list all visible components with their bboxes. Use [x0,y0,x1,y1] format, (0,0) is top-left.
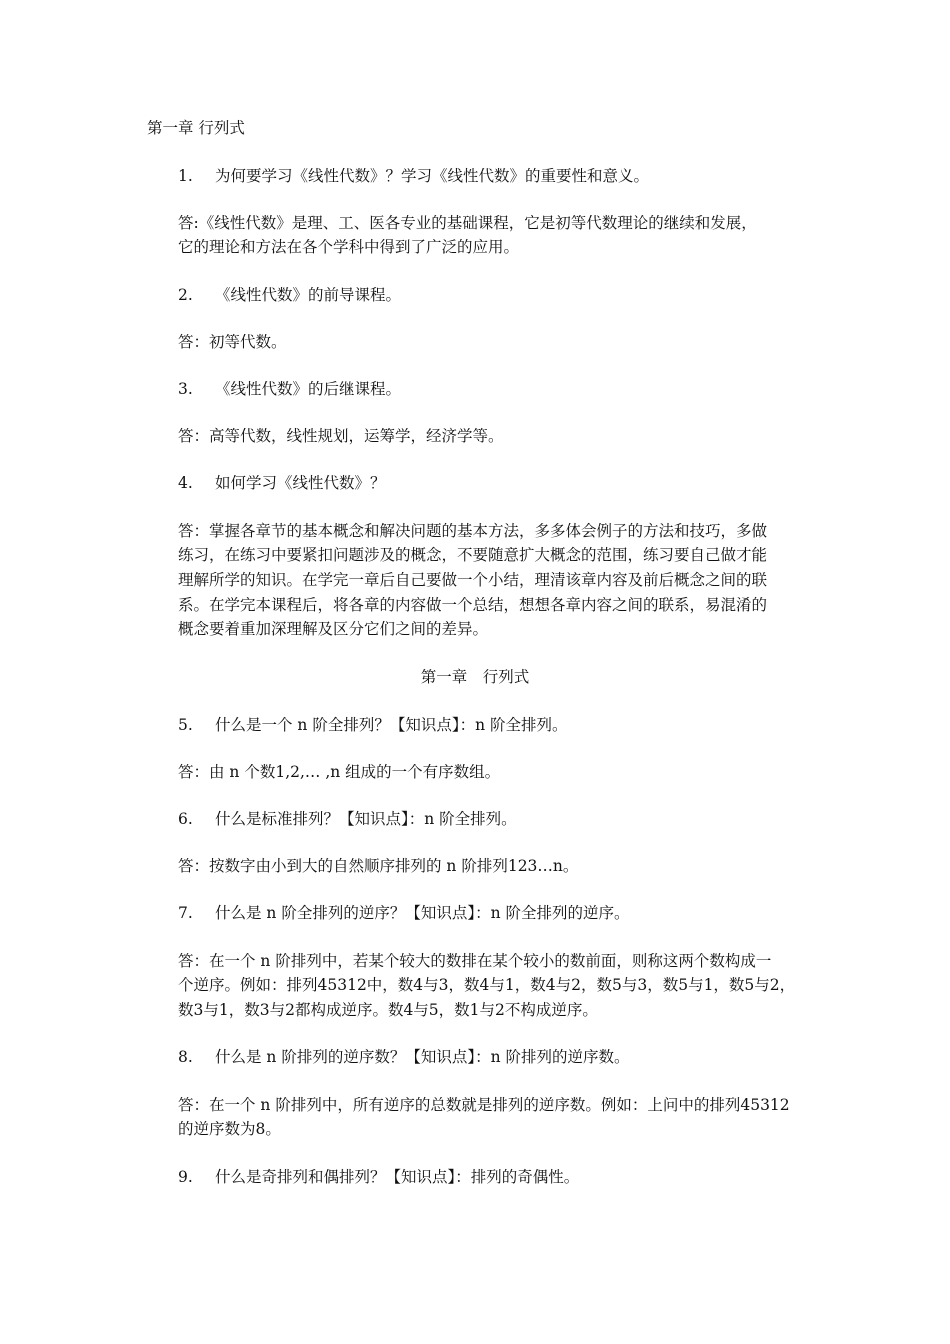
question-number: 4. [178,474,193,492]
question-text: 《线性代数》的后继课程。 [215,380,402,398]
answer-4-line-4: 系。在学完本课程后，将各章的内容做一个总结，想想各章内容之间的联系，易混淆的 [178,596,768,614]
question-4 [178,471,386,495]
question-number: 2. [178,286,193,304]
answer-7-line-2: 个逆序。例如：排列45312中，数4与3，数4与1，数4与2，数5与3，数5与1，数5与2， [178,976,796,994]
question-2 [178,283,401,307]
answer-5-line-1: 答：由 n 个数1,2,… ,n 组成的一个有序数组。 [178,763,501,781]
question-text: 什么是奇排列和偶排列？【知识点】：排列的奇偶性。 [215,1168,580,1186]
question-1 [178,164,649,188]
question-7 [178,901,630,925]
answer-1-line-2: 它的理论和方法在各个学科中得到了广泛的应用。 [178,238,520,256]
question-text: 什么是一个 n 阶全排列？【知识点】：n 阶全排列。 [215,716,568,734]
answer-4-line-2: 练习，在练习中要紧扣问题涉及的概念，不要随意扩大概念的范围，练习要自己做才能 [178,546,768,564]
answer-1-line-1: 答:《线性代数》是理、工、医各专业的基础课程，它是初等代数理论的继续和发展， [178,214,757,232]
section-title: 第一章 行列式 [420,668,530,686]
answer-8-line-2: 的逆序数为8。 [178,1120,281,1138]
answer-7-line-1: 答：在一个 n 阶排列中，若某个较大的数排在某个较小的数前面，则称这两个数构成一 [178,952,772,970]
question-number: 6. [178,810,193,828]
answer-6-line-1: 答：按数字由小到大的自然顺序排列的 n 阶排列123…n。 [178,857,579,875]
question-6 [178,807,517,831]
question-text: 什么是 n 阶排列的逆序数？【知识点】：n 阶排列的逆序数。 [215,1048,630,1066]
question-text: 如何学习《线性代数》？ [215,474,386,492]
answer-2-line-1: 答：初等代数。 [178,333,287,351]
answer-4-line-1: 答：掌握各章节的基本概念和解决问题的基本方法，多多体会例子的方法和技巧，多做 [178,522,768,540]
question-number: 9. [178,1168,193,1186]
question-9 [178,1165,579,1189]
answer-3-line-1: 答：高等代数，线性规划，运筹学，经济学等。 [178,427,504,445]
question-number: 5. [178,716,193,734]
question-5 [178,713,568,737]
answer-7-line-3: 数3与1，数3与2都构成逆序。数4与5，数1与2不构成逆序。 [178,1001,598,1019]
question-number: 8. [178,1048,193,1066]
answer-8-line-1: 答：在一个 n 阶排列中，所有逆序的总数就是排列的逆序数。例如：上问中的排列45312 [178,1096,790,1114]
question-8 [178,1045,630,1069]
answer-4-line-3: 理解所学的知识。在学完一章后自己要做一个小结，理清该章内容及前后概念之间的联 [178,571,768,589]
page-header: 第一章 行列式 [147,119,245,137]
question-number: 3. [178,380,193,398]
question-number: 7. [178,904,193,922]
question-3 [178,377,401,401]
question-number: 1. [178,167,193,185]
question-text: 《线性代数》的前导课程。 [215,286,402,304]
question-text: 什么是标准排列？【知识点】：n 阶全排列。 [215,810,517,828]
question-text: 什么是 n 阶全排列的逆序？【知识点】：n 阶全排列的逆序。 [215,904,630,922]
question-text: 为何要学习《线性代数》？学习《线性代数》的重要性和意义。 [215,167,650,185]
answer-4-line-5: 概念要着重加深理解及区分它们之间的差异。 [178,620,489,638]
